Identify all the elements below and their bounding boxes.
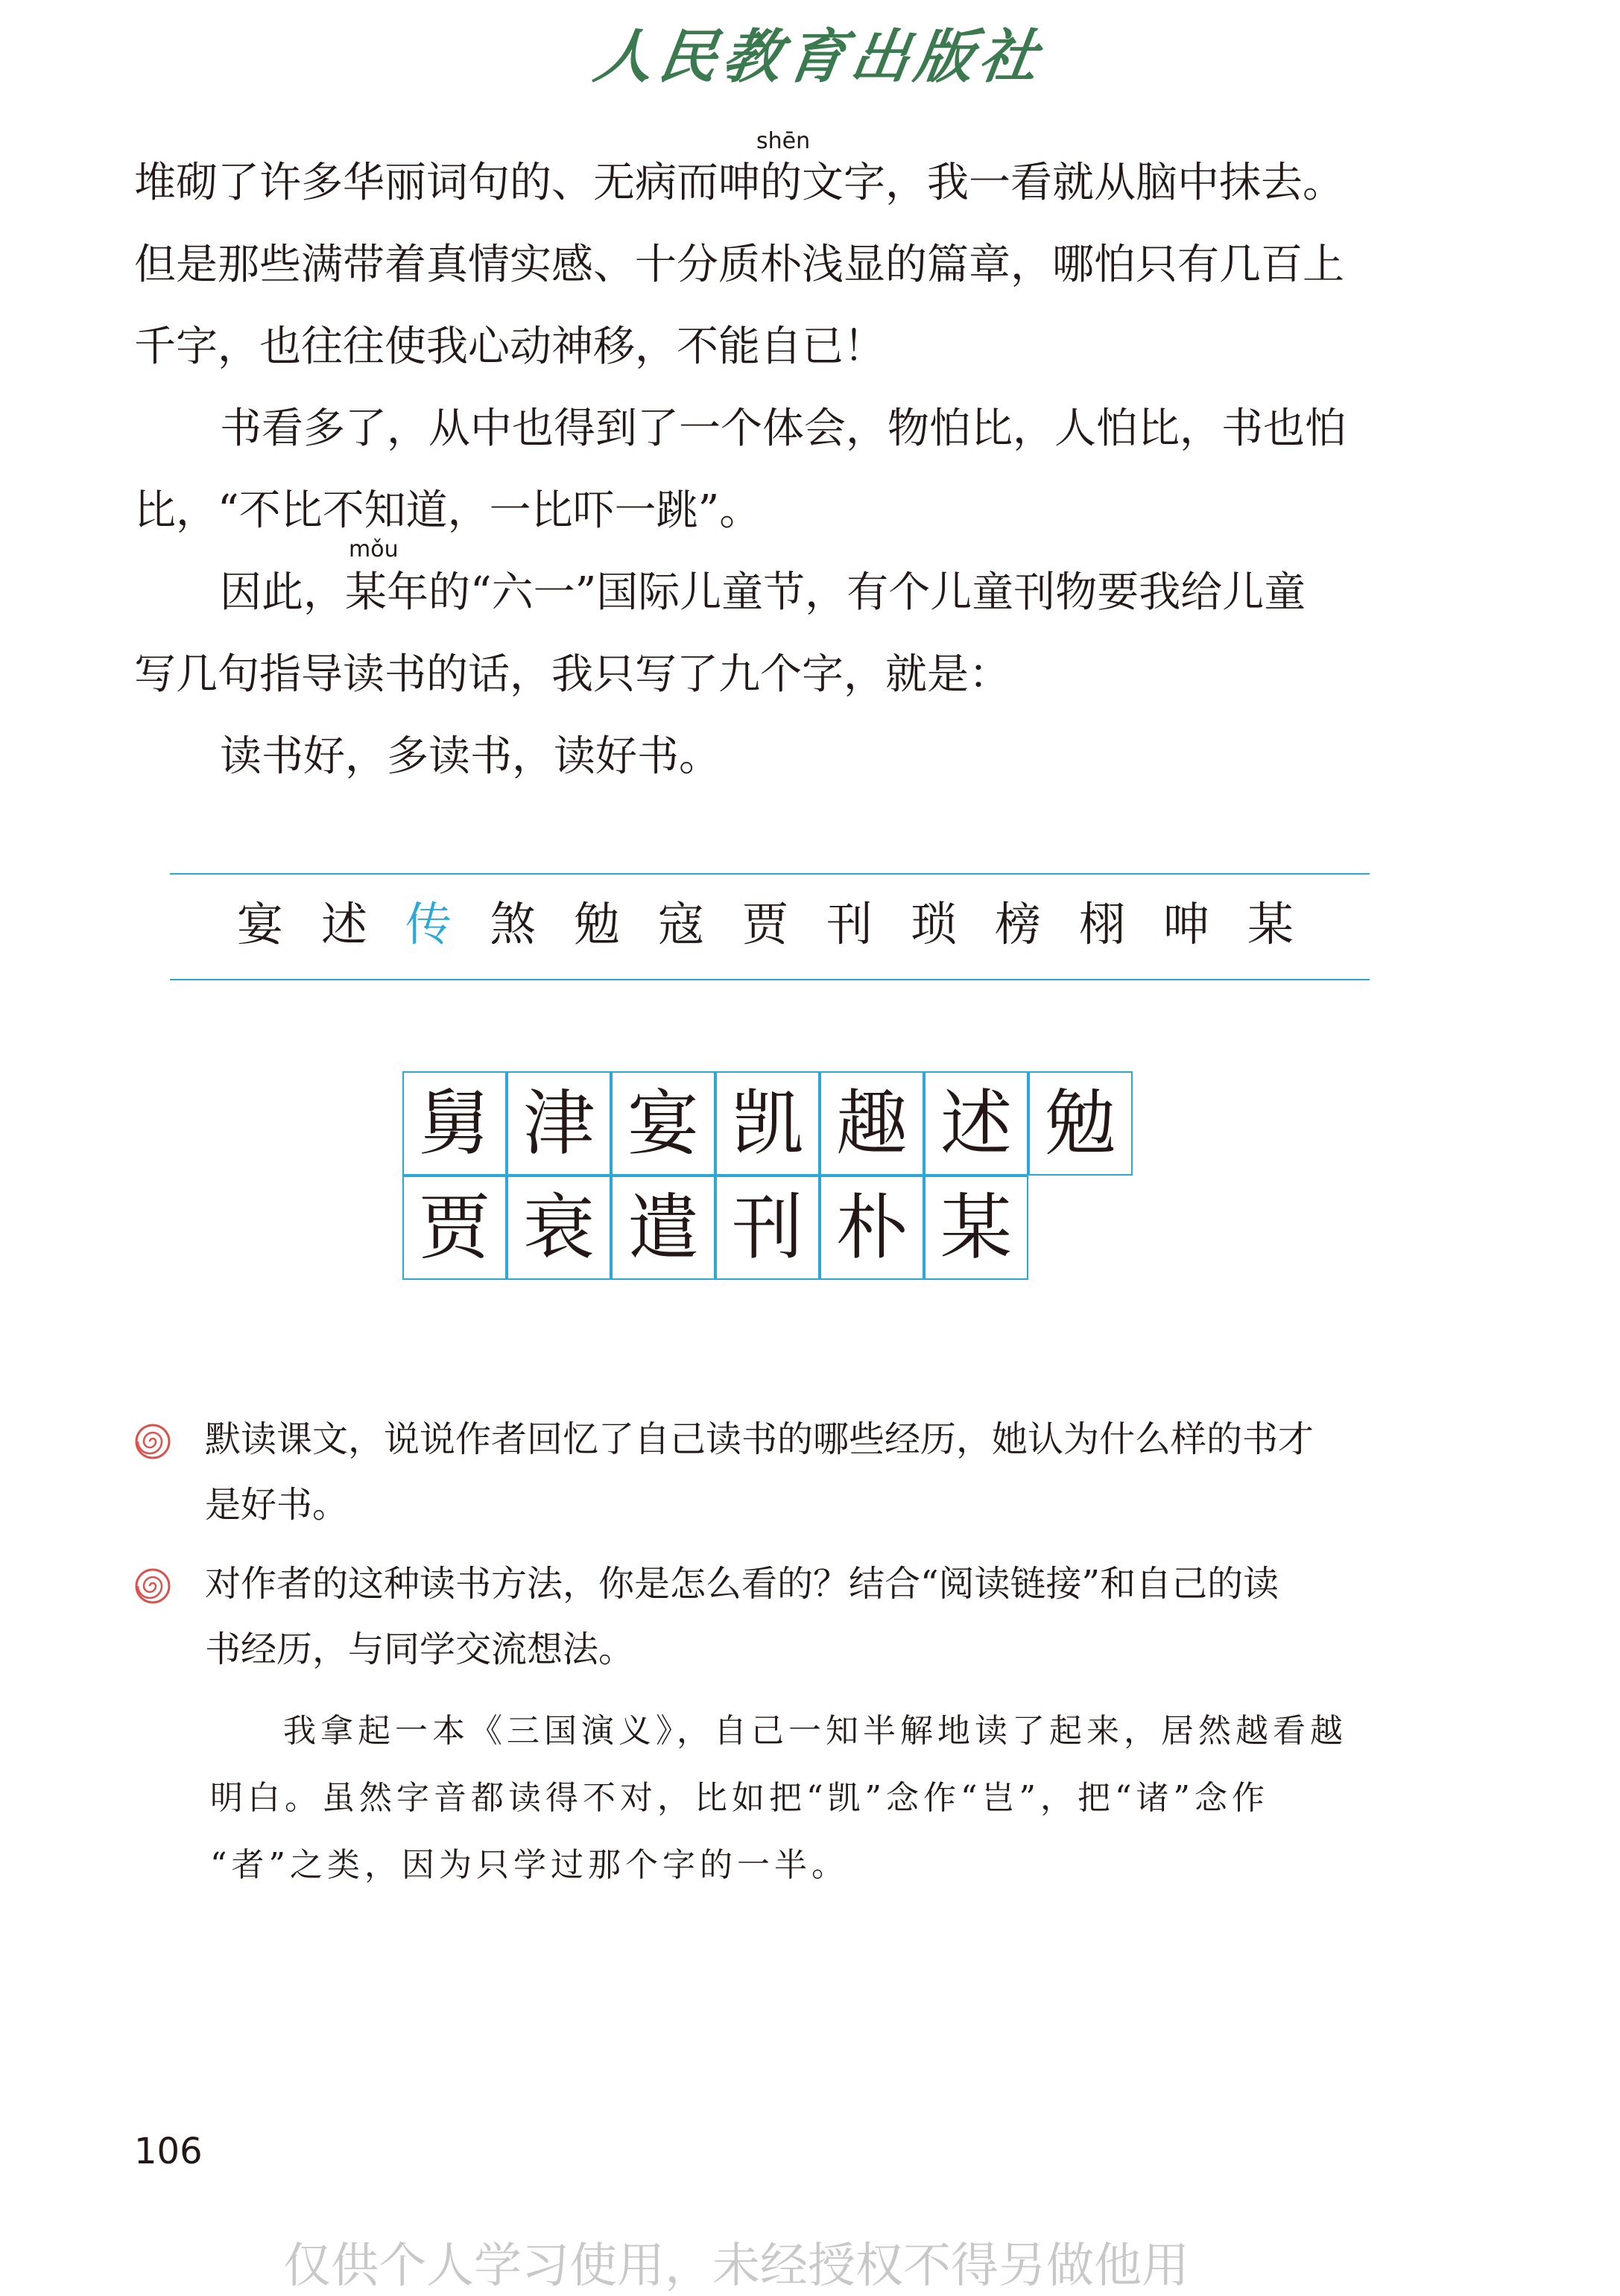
question-2-line-2: 书经历，与同学交流想法。 bbox=[205, 1629, 635, 1670]
reading-link-line-1: 我拿起一本《三国演义》，自己一知半解地读了起来，居然越看越 bbox=[283, 1712, 1347, 1750]
body-line-1: 堆砌了许多华丽词句的、无病而呻的文字，我一看就从脑中抹去。 bbox=[134, 159, 1344, 207]
grid-cell: 趣 bbox=[820, 1071, 924, 1176]
body-line-7: 写几句指导读书的话，我只写了九个字，就是： bbox=[134, 650, 1010, 699]
new-char: 勉 bbox=[574, 897, 621, 951]
grid-cell: 津 bbox=[507, 1071, 611, 1176]
pinyin-shen: shēn bbox=[756, 128, 811, 154]
spiral-bullet-icon bbox=[134, 1567, 171, 1605]
new-char: 栩 bbox=[1079, 897, 1126, 951]
reading-link-line-2: 明白。虽然字音都读得不对，比如把“凯”念作“岂”，把“诸”念作 bbox=[210, 1779, 1269, 1817]
grid-cell: 刊 bbox=[715, 1176, 820, 1280]
pinyin-mou: mǒu bbox=[349, 536, 399, 562]
grid-cell: 勉 bbox=[1028, 1071, 1133, 1176]
grid-cell: 宴 bbox=[611, 1071, 715, 1176]
new-char: 刊 bbox=[826, 897, 873, 951]
new-char: 述 bbox=[321, 897, 368, 951]
new-char-highlight: 传 bbox=[405, 897, 452, 951]
new-char: 琐 bbox=[911, 897, 958, 951]
question-2-line-1: 对作者的这种读书方法，你是怎么看的？结合“阅读链接”和自己的读 bbox=[205, 1563, 1279, 1605]
body-line-8: 读书好，多读书，读好书。 bbox=[220, 732, 721, 781]
body-line-2: 但是那些满带着真情实感、十分质朴浅显的篇章，哪怕只有几百上 bbox=[134, 241, 1344, 289]
body-line-3: 千字，也往往使我心动神移，不能自已！ bbox=[134, 323, 885, 371]
body-line-4: 书看多了，从中也得到了一个体会，物怕比，人怕比，书也怕 bbox=[220, 405, 1347, 453]
new-char: 宴 bbox=[237, 897, 284, 951]
new-char: 贾 bbox=[742, 897, 789, 951]
body-line-6: 因此，某年的“六一”国际儿童节，有个儿童刊物要我给儿童 bbox=[220, 568, 1306, 617]
grid-cell: 衰 bbox=[507, 1176, 611, 1280]
publisher-logo: 人民教育出版社 bbox=[589, 23, 1048, 91]
grid-cell: 述 bbox=[924, 1071, 1028, 1176]
grid-cell: 某 bbox=[924, 1176, 1028, 1280]
new-chars-top-rule bbox=[170, 873, 1370, 875]
new-chars-bottom-rule bbox=[170, 979, 1370, 980]
body-line-5: 比，“不比不知道，一比吓一跳”。 bbox=[134, 486, 762, 535]
grid-cell: 贾 bbox=[402, 1176, 507, 1280]
new-char: 煞 bbox=[490, 897, 537, 951]
new-char: 寇 bbox=[658, 897, 705, 951]
new-char: 某 bbox=[1247, 897, 1294, 951]
new-char: 榜 bbox=[995, 897, 1042, 951]
spiral-bullet-icon bbox=[134, 1423, 171, 1460]
reading-link-line-3: “者”之类，因为只学过那个字的一半。 bbox=[210, 1846, 849, 1884]
new-char: 呻 bbox=[1163, 897, 1210, 951]
question-1-line-1: 默读课文，说说作者回忆了自己读书的哪些经历，她认为什么样的书才 bbox=[205, 1418, 1314, 1460]
grid-cell: 舅 bbox=[402, 1071, 507, 1176]
grid-cell: 朴 bbox=[820, 1176, 924, 1280]
new-chars-row bbox=[237, 897, 1332, 951]
grid-cell: 凯 bbox=[715, 1071, 820, 1176]
grid-cell: 遣 bbox=[611, 1176, 715, 1280]
footer-usage-note: 仅供个人学习使用，未经授权不得另做他用 bbox=[283, 2239, 1189, 2294]
page-number: 106 bbox=[134, 2131, 203, 2172]
question-1-line-2: 是好书。 bbox=[205, 1484, 349, 1526]
